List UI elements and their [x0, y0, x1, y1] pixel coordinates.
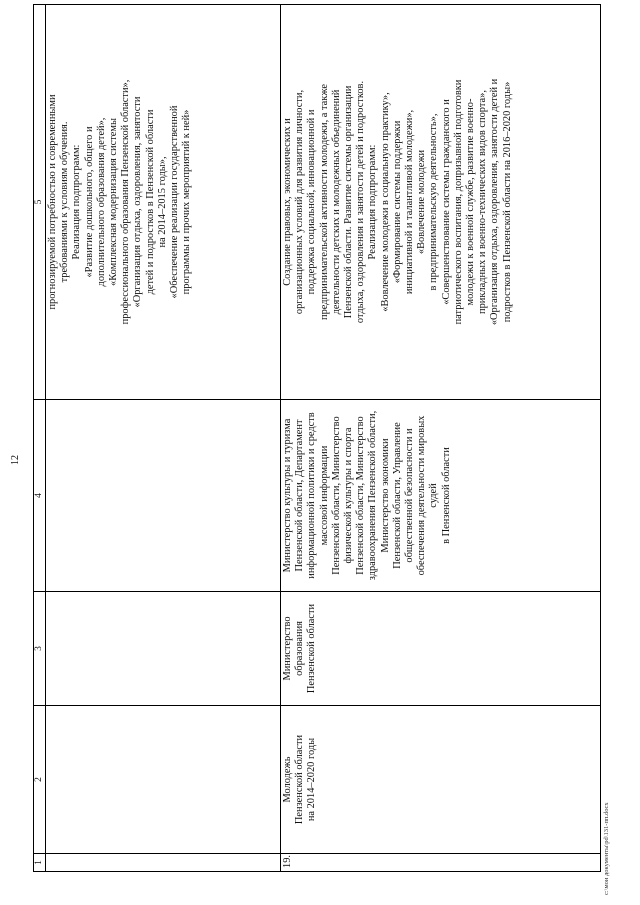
text-line: Молодежь [282, 756, 293, 803]
header-col-4: 4 [34, 400, 46, 592]
text-line: поддержка социальной, инновационной и [306, 109, 318, 295]
text-line: Министерство культуры и туризма [282, 418, 293, 573]
header-col-1: 1 [34, 854, 46, 872]
text-line: детей и подростков в Пензенской области [144, 109, 156, 295]
cont-cell-4 [46, 400, 281, 592]
text-line: отдыха, оздоровления и занятости детей и подростков. [355, 80, 367, 324]
text-line: Пензенской области, Управление [391, 422, 403, 569]
file-path-footer: c:\мои документы\pd\131-пп.docx [603, 802, 610, 895]
text-line: подростков в Пензенской области на 2016–2020 годы» [501, 81, 513, 323]
text-line: в предпринимательскую деятельность», [428, 113, 440, 291]
text-line: молодежи к военной службе, развитие военно- [465, 98, 477, 306]
cont-cell-1 [46, 854, 281, 872]
text-line: физической культуры и спорта [343, 427, 355, 564]
text-line: «Комплексная модернизация системы [108, 118, 120, 286]
text-line: «Совершенствование системы гражданского и [440, 99, 452, 305]
text-line: Реализация подпрограмм: [367, 144, 379, 260]
text-line: Создание правовых, экономических и [282, 118, 293, 286]
cont-description-cell [46, 5, 281, 400]
header-col-2: 2 [34, 706, 46, 854]
cont-cell-3 [46, 592, 281, 706]
text-line: информационной политики и средств [306, 412, 318, 579]
program-name-cell [281, 706, 601, 854]
text-line: прикладных и военно-технических видов спорта», [477, 90, 489, 314]
text-line: Министерство [282, 616, 293, 681]
text-line: Пензенской области, Министерство [355, 416, 367, 575]
table-header-row [34, 5, 46, 872]
description-cell [281, 5, 601, 400]
text-line: «Развитие дошкольного, общего и [83, 126, 95, 278]
text-line: Пензенской области [294, 734, 306, 825]
text-line: профессионального образования Пензенской области», [120, 79, 132, 325]
page-number: 12 [10, 455, 21, 465]
text-line: инициативной и талантливой молодежи», [404, 109, 416, 295]
text-line: судей [428, 483, 440, 508]
text-line: «Вовлечение молодежи [416, 149, 428, 255]
text-line: программы и прочих мероприятий к ней» [181, 109, 193, 295]
responsible-executor-cell [281, 592, 601, 706]
table-row-19 [281, 5, 601, 872]
text-line: Пензенской области. Развитие системы организации [343, 85, 355, 319]
co-executors-cell [281, 400, 601, 592]
programs-table [33, 4, 601, 872]
cont-cell-2 [46, 706, 281, 854]
text-line: «Организация отдыха, оздоровления, занятости детей и [489, 78, 501, 326]
text-line: организационных условий для развития личности, [294, 89, 306, 315]
text-line: Реализация подпрограмм: [71, 144, 83, 260]
text-line: «Формирование системы поддержки [391, 120, 403, 284]
table-row-continuation [46, 5, 281, 872]
text-line: прогнозируемой потребностью и современными [47, 94, 58, 310]
text-line: «Вовлечение молодежи в социальную практику», [379, 92, 391, 312]
text-line: патриотического воспитания, допризывной подготовки [452, 79, 464, 325]
text-line: общественной безопасности и [404, 428, 416, 563]
row-number-cell: 19. [281, 854, 601, 872]
text-line: дополнительного образования детей», [95, 117, 107, 287]
text-line: Пензенской области, Министерство [330, 416, 342, 575]
text-line: на 2014–2020 годы [306, 737, 318, 822]
text-line: требованиями к условиям обучения. [59, 121, 71, 283]
text-line: Пензенской области [306, 603, 318, 694]
text-line: «Обеспечение реализации государственной [169, 105, 181, 299]
text-line: образования [294, 621, 306, 676]
header-col-5: 5 [34, 5, 46, 400]
text-line: обеспечения деятельности мировых [416, 415, 428, 576]
text-line: деятельности детских и молодежных объединений [330, 89, 342, 315]
header-col-3: 3 [34, 592, 46, 706]
text-line: здравоохранения Пензенской области, [367, 410, 379, 581]
text-line: предпринимательской активности молодежи, а также [318, 84, 330, 320]
text-line: на 2014–2015 годы», [156, 156, 168, 248]
text-line: массовой информации [318, 445, 330, 546]
text-line: Министерство экономики [379, 438, 391, 553]
text-line: в Пензенской области [440, 447, 452, 544]
text-line: Пензенской области, Департамент [294, 419, 306, 572]
text-line: «Организация отдыха, оздоровления, занятости [132, 96, 144, 308]
